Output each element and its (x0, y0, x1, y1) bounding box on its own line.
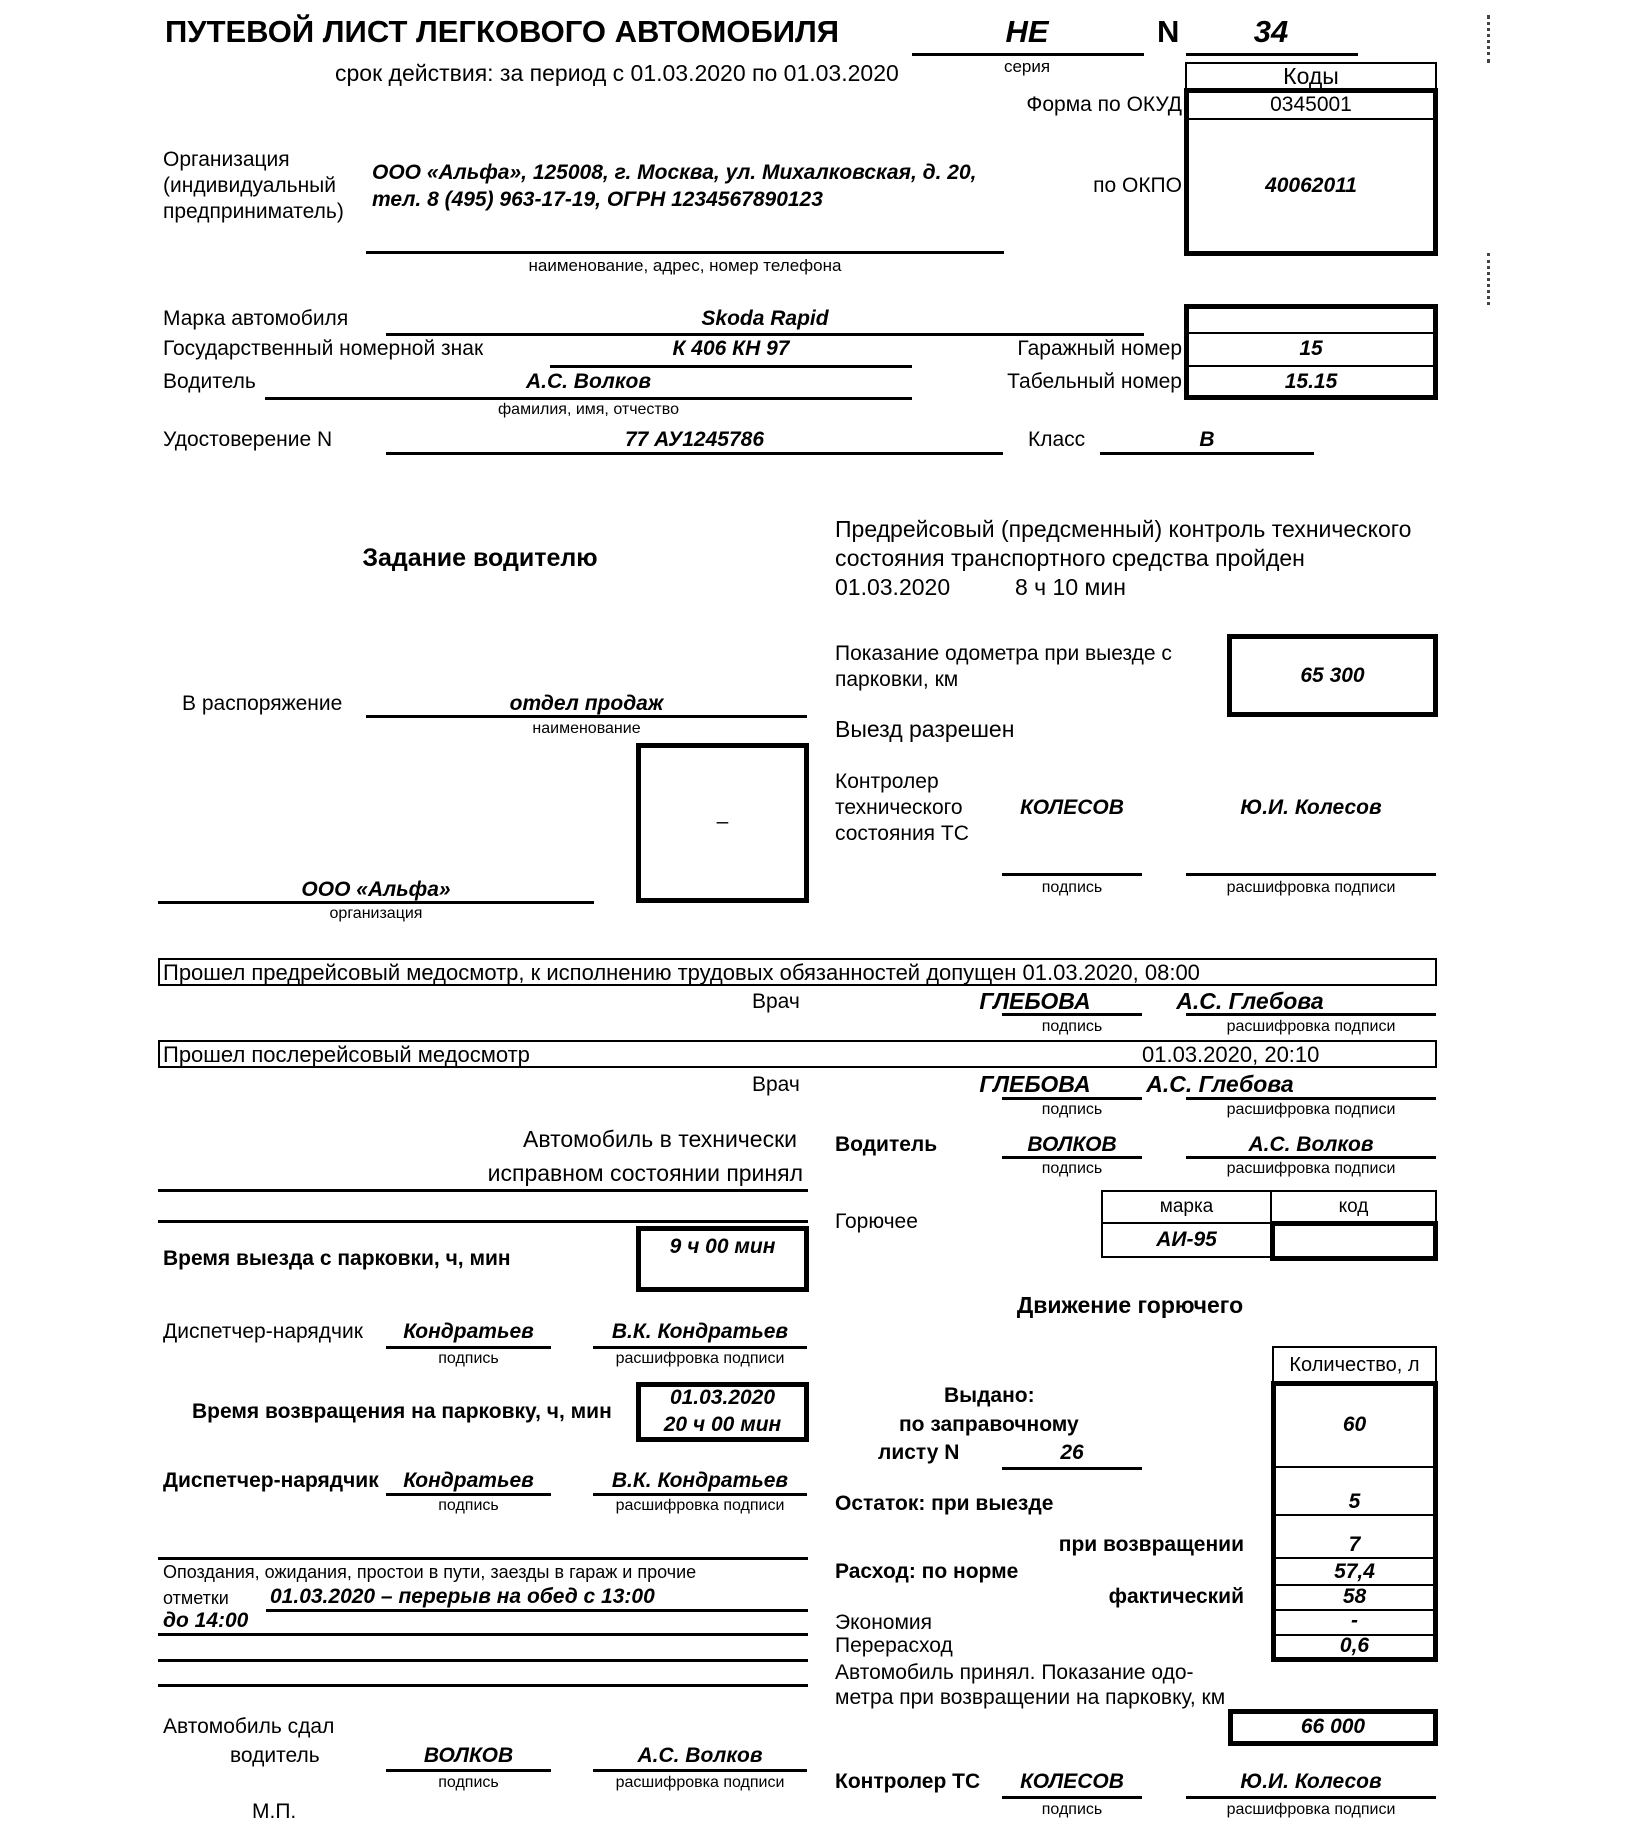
notes-label-1: Опоздания, ожидания, простои в пути, заезды в гараж и прочие (163, 1562, 697, 1582)
license-value: 77 АУ1245786 (624, 428, 764, 451)
driver-caption: фамилия, имя, отчество (498, 401, 679, 418)
class-value: В (1199, 428, 1215, 451)
actual-label: фактический (1108, 1585, 1244, 1608)
stamp-placeholder: М.П. (252, 1800, 297, 1823)
handover-decode-caption: расшифровка подписи (615, 1774, 785, 1791)
tech-control-date: 01.03.2020 (835, 574, 951, 600)
tech-controller-decode-caption: расшифровка подписи (1226, 879, 1396, 896)
plate-label: Государственный номерной знак (163, 337, 484, 360)
organization-caption: наименование, адрес, номер телефона (528, 256, 842, 275)
number-value: 34 (1253, 14, 1289, 49)
notes-label-2: отметки (163, 1588, 229, 1608)
final-controller-signature-line (1002, 1796, 1142, 1799)
number-underline (1186, 53, 1358, 56)
driver-value: А.С. Волков (525, 370, 652, 393)
exit-time-value: 9 ч 00 мин (669, 1235, 776, 1258)
dispatcher1-signature-line (386, 1346, 551, 1349)
notes-value-1: 01.03.2020 – перерыв на обед с 13:00 (270, 1585, 655, 1608)
driver-label: Водитель (163, 370, 256, 393)
organization-value-2: тел. 8 (495) 963-17-19, ОГРН 1234567890123 (372, 188, 823, 211)
disposal-label: В распоряжение (182, 692, 343, 715)
return-odometer-label-1: Автомобиль принял. Показание одо- (835, 1661, 1194, 1684)
final-controller-name-line (1186, 1796, 1436, 1799)
remain-exit-value: 5 (1348, 1490, 1361, 1513)
license-label: Удостоверение N (163, 428, 333, 451)
dispatcher2-name: В.К. Кондратьев (611, 1469, 789, 1492)
tech-controller-label-3: состояния ТС (835, 822, 969, 845)
handover-name-line (593, 1769, 807, 1772)
organization-underline (366, 251, 1004, 254)
dispatcher1-signature-caption: подпись (438, 1350, 499, 1367)
acceptance-driver-decode-caption: расшифровка подписи (1226, 1160, 1396, 1177)
fuel-code-header: код (1270, 1190, 1437, 1224)
notes-line-3 (158, 1659, 808, 1662)
fuel-brand-header: марка (1101, 1190, 1272, 1224)
acceptance-driver-signature: ВОЛКОВ (1027, 1133, 1117, 1156)
handover-name: А.С. Волков (637, 1744, 763, 1767)
fuel-movement-title: Движение горючего (1016, 1292, 1244, 1318)
qty-divider-3 (1275, 1557, 1434, 1559)
dispatcher1-signature: Кондратьев (403, 1320, 534, 1343)
acceptance-driver-signature-line (1002, 1156, 1142, 1159)
codes-title: Коды (1283, 63, 1339, 89)
series-value: НЕ (1005, 14, 1049, 49)
task-org-caption: организация (329, 905, 423, 922)
issued-sub-1: по заправочному (899, 1413, 1079, 1436)
class-underline (1100, 452, 1314, 455)
dispatcher2-label: Диспетчер-нарядчик (163, 1469, 379, 1492)
post-medical-text: Прошел послерейсовый медосмотр (163, 1042, 530, 1067)
dispatcher1-decode-caption: расшифровка подписи (615, 1350, 785, 1367)
exit-allowed: Выезд разрешен (835, 716, 1015, 742)
return-odometer-value: 66 000 (1300, 1715, 1366, 1738)
series-caption: серия (1003, 57, 1051, 76)
norm-label: Расход: по норме (835, 1560, 1019, 1583)
notes-line-4 (158, 1684, 808, 1687)
tech-control-text-1: Предрейсовый (предсменный) контроль технического (835, 516, 1412, 542)
remain-return-label: при возвращении (1058, 1533, 1244, 1556)
brand-underline (386, 333, 1144, 336)
post-medical-signature: ГЛЕБОВА (979, 1071, 1091, 1097)
handover-signature-line (386, 1769, 551, 1772)
fuel-sheet-number: 26 (1060, 1441, 1084, 1464)
series-underline (912, 53, 1144, 56)
issued-value: 60 (1342, 1413, 1367, 1436)
pre-medical-decode-caption: расшифровка подписи (1226, 1018, 1396, 1035)
pre-medical-signature-caption: подпись (1041, 1018, 1103, 1035)
overrun-label: Перерасход (835, 1634, 953, 1657)
acceptance-text-1: Автомобиль в технически (523, 1126, 797, 1152)
final-controller-name: Ю.И. Колесов (1240, 1770, 1382, 1793)
dispatcher1-name: В.К. Кондратьев (611, 1320, 789, 1343)
final-controller-label: Контролер ТС (835, 1770, 981, 1793)
return-date-value: 01.03.2020 (669, 1386, 776, 1409)
brand-label: Марка автомобиля (163, 307, 349, 330)
notes-line-2 (158, 1633, 808, 1636)
final-controller-signature: КОЛЕСОВ (1020, 1770, 1124, 1793)
qty-divider-2 (1275, 1514, 1434, 1516)
dispatcher1-name-line (593, 1346, 807, 1349)
odometer-exit-value: 65 300 (1300, 664, 1365, 687)
garage-label: Гаражный номер (1017, 337, 1182, 360)
tech-controller-name: Ю.И. Колесов (1240, 796, 1382, 819)
class-label: Класс (1028, 428, 1086, 451)
acceptance-line-2 (158, 1220, 808, 1223)
norm-value: 57,4 (1334, 1560, 1375, 1583)
tech-control-text-2: состояния транспортного средства пройден (835, 545, 1305, 571)
overrun-value: 0,6 (1339, 1634, 1370, 1657)
organization-label-3: предприниматель) (163, 200, 344, 223)
tech-controller-signature-line (1002, 873, 1142, 876)
disposal-underline (366, 715, 807, 718)
remain-return-value: 7 (1348, 1533, 1361, 1556)
dispatcher2-signature: Кондратьев (403, 1469, 534, 1492)
handover-signature: ВОЛКОВ (423, 1744, 514, 1767)
driver-underline (265, 397, 912, 400)
okud-label: Форма по ОКУД (1026, 93, 1182, 116)
final-controller-decode-caption: расшифровка подписи (1226, 1801, 1396, 1818)
garage-divider-1 (1188, 332, 1434, 334)
page-title: ПУТЕВОЙ ЛИСТ ЛЕГКОВОГО АВТОМОБИЛЯ (165, 14, 840, 49)
post-medical-doctor-label: Врач (752, 1073, 800, 1096)
acceptance-text-2: исправном состоянии принял (487, 1160, 803, 1186)
dispatcher2-signature-line (386, 1493, 551, 1496)
dispatcher2-signature-caption: подпись (438, 1497, 499, 1514)
acceptance-driver-label: Водитель (835, 1133, 938, 1156)
tech-controller-label-1: Контролер (835, 770, 939, 793)
handover-label-1: Автомобиль сдал (163, 1715, 335, 1738)
task-title: Задание водителю (362, 544, 598, 572)
pre-medical-name-line (1186, 1013, 1436, 1016)
exit-time-label: Время выезда с парковки, ч, мин (163, 1247, 511, 1270)
post-medical-signature-line (1002, 1097, 1142, 1100)
tech-controller-signature-caption: подпись (1041, 879, 1103, 896)
disposal-value: отдел продаж (509, 692, 664, 715)
organization-label-2: (индивидуальный (163, 174, 337, 197)
tech-control-time: 8 ч 10 мин (1015, 574, 1126, 600)
handover-label-2: водитель (230, 1744, 320, 1767)
final-controller-signature-caption: подпись (1041, 1801, 1103, 1818)
pre-medical-name: А.С. Глебова (1176, 988, 1324, 1014)
acceptance-line-1 (158, 1189, 808, 1192)
garage-value: 15 (1299, 337, 1323, 360)
fuel-sheet-underline (1002, 1467, 1142, 1470)
notes-value-2: до 14:00 (163, 1609, 249, 1632)
economy-label: Экономия (835, 1611, 933, 1634)
pre-medical-signature: ГЛЕБОВА (979, 988, 1091, 1014)
tech-controller-signature: КОЛЕСОВ (1020, 796, 1124, 819)
dispatcher1-label: Диспетчер-нарядчик (163, 1320, 363, 1343)
number-label: N (1157, 14, 1180, 49)
cut-mark-top (1487, 15, 1490, 63)
task-org-value: ООО «Альфа» (301, 878, 451, 901)
task-stamp-value: – (716, 810, 729, 833)
fuel-code-value (1270, 1221, 1438, 1261)
pre-medical-signature-line (1002, 1013, 1142, 1016)
post-medical-name-line (1186, 1097, 1436, 1100)
return-time-value: 20 ч 00 мин (663, 1413, 782, 1436)
okpo-value: 40062011 (1265, 174, 1357, 197)
qty-divider-1 (1275, 1466, 1434, 1468)
brand-value: Skoda Rapid (701, 307, 829, 330)
notes-top-line (158, 1557, 808, 1560)
validity-period: срок действия: за период с 01.03.2020 по 01.03.2020 (335, 60, 899, 86)
handover-signature-caption: подпись (438, 1774, 499, 1791)
acceptance-driver-name: А.С. Волков (1248, 1133, 1374, 1156)
odometer-exit-label-2: парковки, км (835, 668, 959, 691)
post-medical-datetime: 01.03.2020, 20:10 (1142, 1042, 1320, 1067)
acceptance-driver-name-line (1186, 1156, 1436, 1159)
task-org-underline (158, 901, 594, 904)
plate-value: К 406 КН 97 (672, 337, 790, 360)
economy-value: - (1351, 1609, 1358, 1632)
tech-controller-name-line (1186, 873, 1436, 876)
tab-number-label: Табельный номер (1007, 370, 1182, 393)
tech-controller-label-2: технического (835, 796, 963, 819)
qty-header: Количество, л (1272, 1346, 1437, 1384)
return-odometer-label-2: метра при возвращении на парковку, км (835, 1686, 1226, 1709)
license-underline (386, 452, 1003, 455)
post-medical-name: А.С. Глебова (1146, 1071, 1294, 1097)
dispatcher2-decode-caption: расшифровка подписи (615, 1497, 785, 1514)
return-time-label: Время возвращения на парковку, ч, мин (192, 1400, 612, 1423)
disposal-caption: наименование (532, 720, 641, 737)
fuel-brand-value: АИ-95 (1101, 1222, 1272, 1258)
fuel-label: Горючее (835, 1210, 918, 1233)
remain-exit-label: Остаток: при выезде (835, 1492, 1054, 1515)
okpo-label: по ОКПО (1093, 174, 1182, 197)
actual-value: 58 (1342, 1585, 1367, 1608)
okud-divider (1186, 118, 1436, 120)
garage-divider-2 (1188, 365, 1434, 367)
tab-number-value: 15.15 (1284, 370, 1338, 393)
odometer-exit-label-1: Показание одометра при выезде с (835, 642, 1172, 665)
notes-line-1 (266, 1609, 808, 1612)
organization-label-1: Организация (163, 148, 290, 171)
pre-medical-doctor-label: Врач (752, 990, 800, 1013)
organization-value-1: ООО «Альфа», 125008, г. Москва, ул. Михалковская, д. 20, (372, 161, 977, 184)
issued-label: Выдано: (944, 1384, 1035, 1407)
post-medical-decode-caption: расшифровка подписи (1226, 1101, 1396, 1118)
dispatcher2-name-line (593, 1493, 807, 1496)
pre-medical-text: Прошел предрейсовый медосмотр, к исполнению трудовых обязанностей допущен 01.03.2020, 08:00 (163, 960, 1200, 985)
okud-value: 0345001 (1270, 93, 1352, 116)
cut-mark-middle (1487, 253, 1490, 305)
plate-underline (550, 365, 912, 368)
post-medical-signature-caption: подпись (1041, 1101, 1103, 1118)
issued-sub-2: листу N (878, 1441, 960, 1464)
acceptance-driver-signature-caption: подпись (1041, 1160, 1103, 1177)
